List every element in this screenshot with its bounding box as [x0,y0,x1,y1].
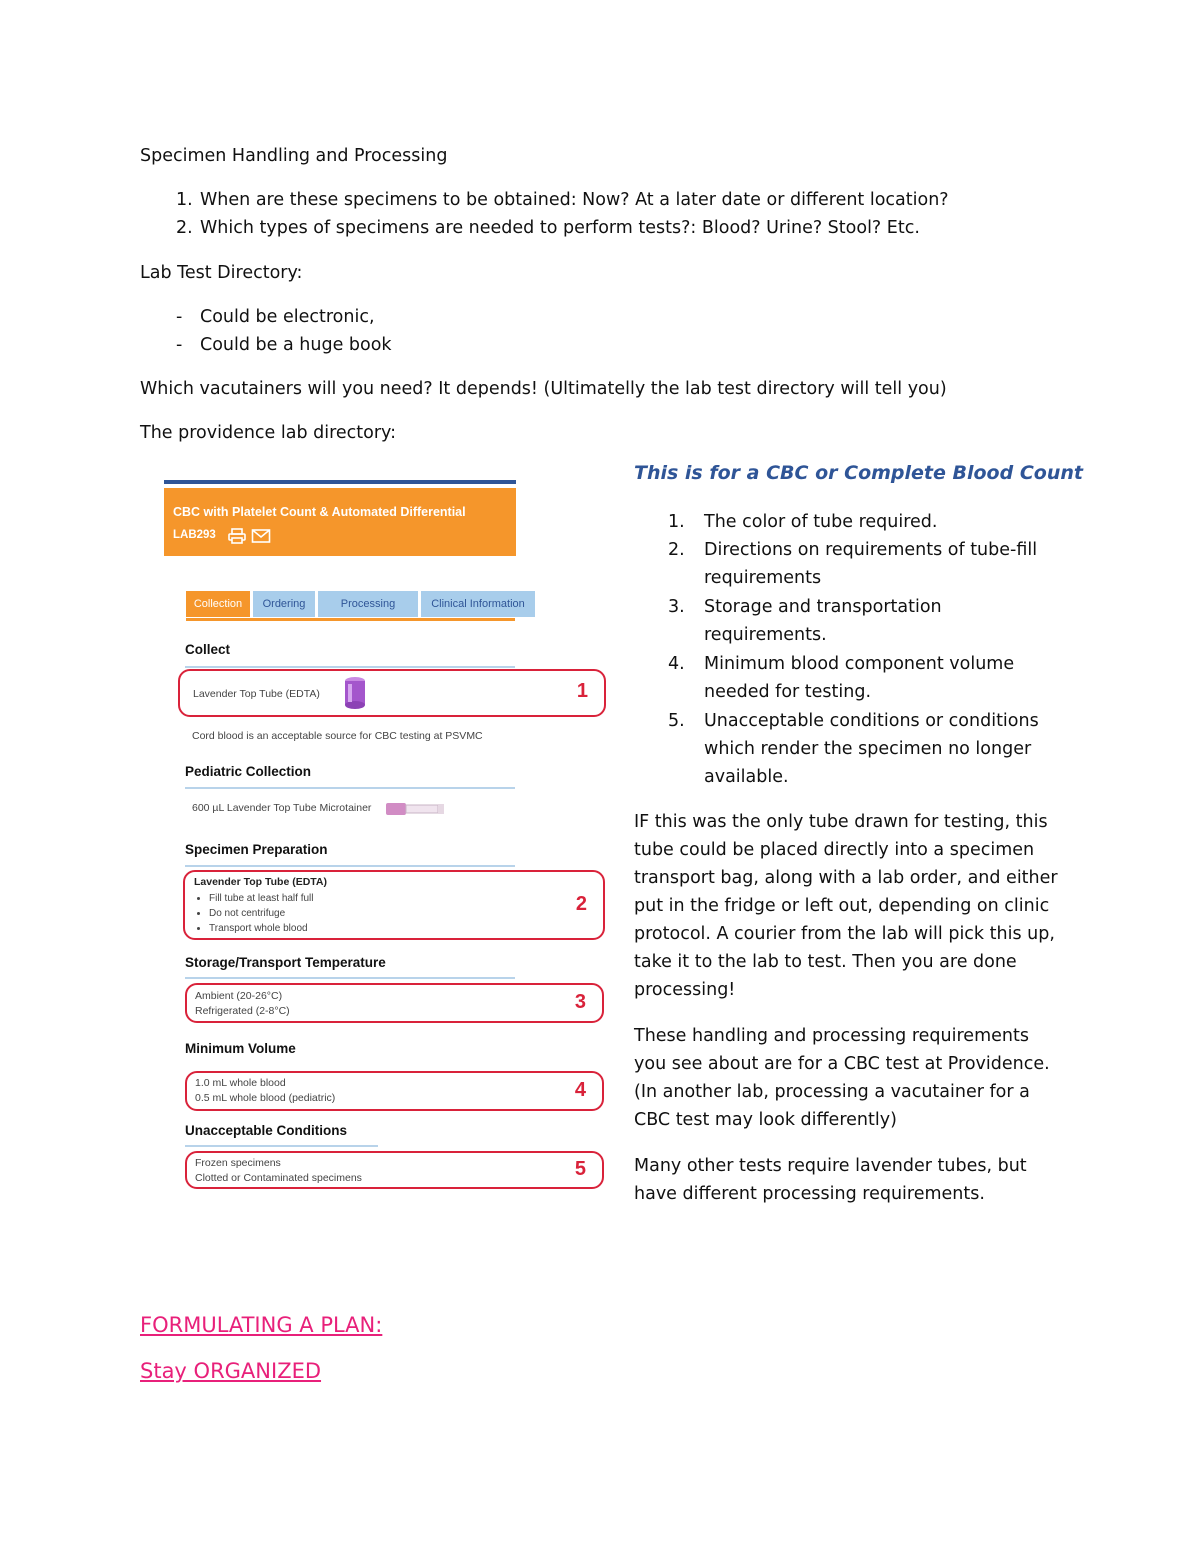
formulating-plan-heading[interactable]: FORMULATING A PLAN: [140,1313,383,1337]
tab-underline [186,618,515,621]
stay-organized-heading[interactable]: Stay ORGANIZED [140,1359,322,1383]
right-item-5: 5. Unacceptable conditions or conditions which render the specimen no longer available. [668,711,1039,787]
prep-item: • Fill tube at least half full [209,891,314,906]
storage-line: Refrigerated (2-8°C) [195,1005,290,1017]
unacceptable-line: Clotted or Contaminated specimens [195,1172,362,1184]
doc-title: Specimen Handling and Processing [140,146,448,166]
callout-box-5 [185,1151,604,1189]
storage-heading: Storage/Transport Temperature [185,955,386,970]
volume-line: 0.5 mL whole blood (pediatric) [195,1092,336,1104]
callout-box-4 [185,1071,604,1111]
paragraph-3: Many other tests require lavender tubes, but have different processing requirements. [634,1156,1027,1204]
tab-processing[interactable]: Processing [318,591,418,617]
providence-label: The providence lab directory: [140,423,397,443]
tab-ordering[interactable]: Ordering [253,591,315,617]
section-rule [185,865,515,867]
storage-line: Ambient (20-26°C) [195,990,283,1002]
section-rule [185,1145,378,1147]
tab-collection[interactable]: Collection [186,591,250,617]
section-rule [185,666,515,668]
callout-number: 5 [574,1158,586,1180]
pediatric-text: 600 µL Lavender Top Tube Microtainer [192,802,372,814]
collect-tube: Lavender Top Tube (EDTA) [193,688,320,700]
paragraph-1: IF this was the only tube drawn for testing, this tube could be placed directly into a specimen transport bag, along with a lab order, and either put in the fridge or left out, depending on clinic protocol. A courier from the lab will pick this up, take it to the lab to test. Then you are done processing! [634,812,1058,1000]
lab-directory-item: - Could be a huge book [176,335,392,355]
lab-directory-item: - Could be electronic, [176,307,375,327]
lab-directory-label: Lab Test Directory: [140,263,303,283]
prep-heading: Specimen Preparation [185,842,328,857]
print-icon[interactable] [227,528,247,544]
question-1: 1. When are these specimens to be obtained: Now? At a later date or different location? [176,190,949,210]
prep-item: • Transport whole blood [209,921,314,936]
cord-blood-note: Cord blood is an acceptable source for CBC testing at PSVMC [192,730,483,742]
prep-list [191,891,314,936]
right-heading: This is for a CBC or Complete Blood Count [634,462,1083,484]
paragraph-2: These handling and processing requirements you see about are for a CBC test at Providence. (In another lab, processing a vacutainer for a CBC test may look differently) [634,1026,1050,1130]
vacutainers-line: Which vacutainers will you need? It depends! (Ultimatelly the lab test directory will tell you) [140,379,947,399]
callout-box-3 [185,983,604,1023]
lab-directory-screenshot [160,480,610,1200]
volume-line: 1.0 mL whole blood [195,1077,286,1089]
email-icon[interactable] [251,528,271,544]
callout-number: 4 [574,1079,586,1101]
callout-number: 1 [576,680,588,702]
unacceptable-line: Frozen specimens [195,1157,281,1169]
prep-title: Lavender Top Tube (EDTA) [194,876,327,888]
callout-box-2 [183,870,605,940]
callout-number: 3 [574,991,586,1013]
test-title: CBC with Platelet Count & Automated Differential [173,505,466,519]
callout-box-1 [178,669,606,717]
callout-number: 2 [575,893,587,915]
tab-clinical-information[interactable]: Clinical Information [421,591,535,617]
tab-bar [186,591,525,621]
question-2: 2. Which types of specimens are needed to perform tests?: Blood? Urine? Stool? Etc. [176,218,920,238]
right-item-1: 1. The color of tube required. [668,512,938,532]
microtainer-icon [384,799,446,819]
right-item-4: 4. Minimum blood component volume needed for testing. [668,654,1015,702]
pediatric-heading: Pediatric Collection [185,764,312,779]
right-item-3: 3. Storage and transportation requirements. [668,597,942,645]
test-header [164,488,516,556]
test-code: LAB293 [173,529,216,541]
right-item-2: 2. Directions on requirements of tube-fill requirements [668,540,1038,588]
volume-heading: Minimum Volume [185,1041,296,1056]
section-rule [185,787,515,789]
lavender-tube-icon [343,676,367,710]
unacceptable-heading: Unacceptable Conditions [185,1123,348,1138]
header-rule [164,480,516,484]
prep-item: • Do not centrifuge [209,906,314,921]
section-rule [185,977,515,979]
collect-heading: Collect [185,642,231,657]
